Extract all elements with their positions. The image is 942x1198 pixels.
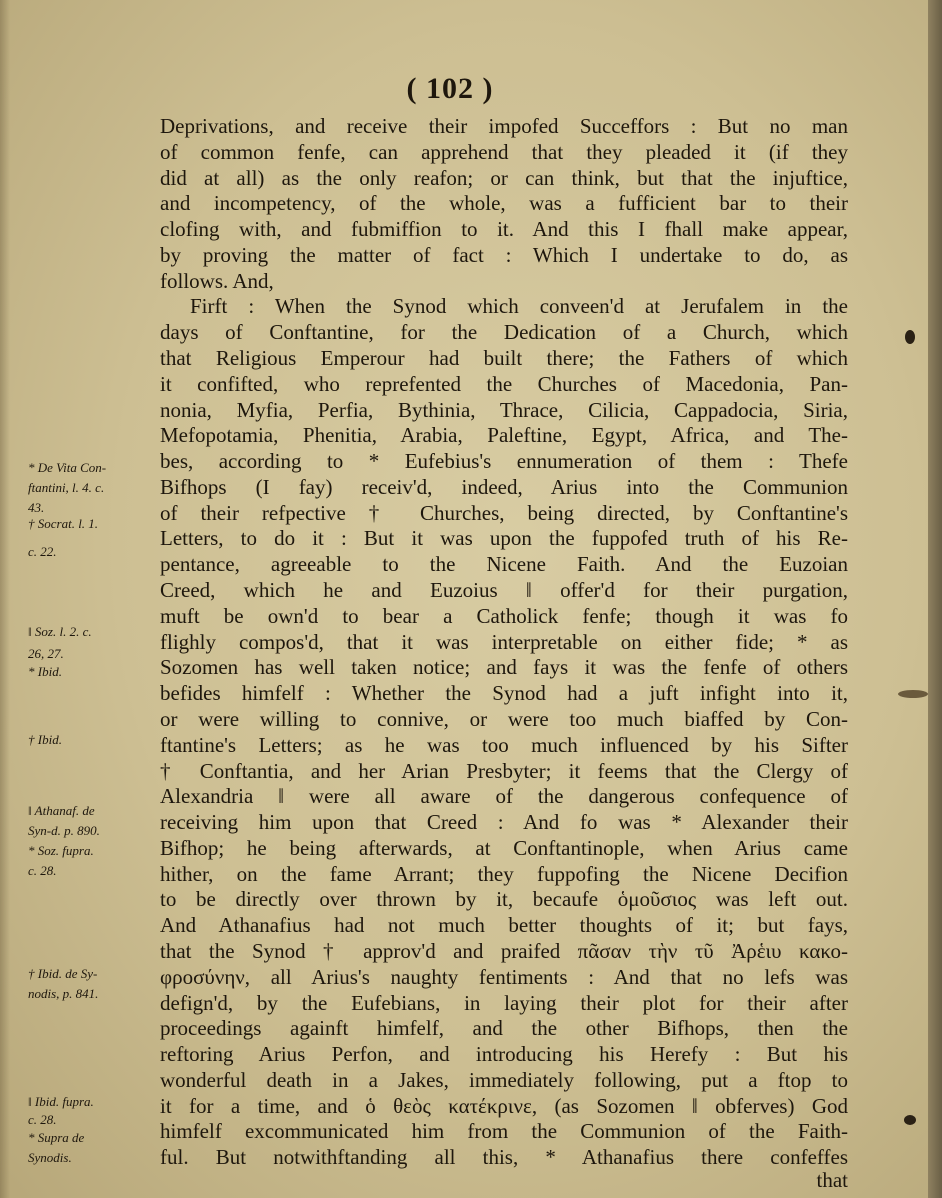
margin-note: † Ibid. de Sy- [28,966,98,981]
text-line: and incompetency, of the whole, was a fufficient bar to their [160,191,848,216]
margin-note: c. 28. [28,863,57,878]
text-line: follows. And, [160,268,274,293]
text-line: Bifhop; he being afterwards, at Conftantinople, when Arius came [160,835,848,860]
margin-note: ‖ Athanaf. de [28,803,95,818]
margin-note: Syn-d. p. 890. [28,823,100,838]
margin-note: * De Vita Con- [28,460,107,475]
margin-note: * Soz. fupra. [28,843,94,858]
text-line: to be directly over thrown by it, becaufe ὁμοῦσιος was left out. [160,887,848,912]
margin-note: * Ibid. [28,664,62,679]
text-line: Creed, which he and Euzoius ‖ offer'd for their purgation, [160,578,848,603]
text-line: it confifted, who reprefented the Churches of Macedonia, Pan- [160,371,848,396]
text-line: defign'd, by the Eufebians, in laying their plot for their after [160,990,848,1015]
text-line: proceedings againft himfelf, and the other Bifhops, then the [160,1016,848,1041]
text-line: Sozomen has well taken notice; and fays it was the fenfe of others [160,655,848,680]
text-line: flighly compos'd, that it was interpretable on either fide; * as [160,629,848,654]
margin-note: * Supra de [28,1130,85,1145]
paragraph-first-line: Firft : When the Synod which conveen'd at Jerufalem in the [190,294,848,319]
text-line: And Athanafius had not much better thoughts of it; but fays, [160,913,848,938]
paper-blemish [904,1115,916,1125]
text-line: φροσύνην, all Arius's naughty fentiments : And that no lefs was [160,964,848,989]
margin-note: ftantini, l. 4. c. [28,480,105,495]
text-line: † Conftantia, and her Arian Presbyter; it feems that the Clergy of [160,758,848,783]
margin-note: 26, 27. [28,646,64,661]
text-line: himfelf excommunicated him from the Communion of the Faith- [160,1119,848,1144]
text-line: befides himfelf : Whether the Synod had a juft infight into it, [160,681,848,706]
margin-note: nodis, p. 841. [28,986,99,1001]
text-line: receiving him upon that Creed : And fo was * Alexander their [160,810,848,835]
text-line: Deprivations, and receive their impofed Succeffors : But no man [160,114,848,138]
text-line: nonia, Myfia, Perfia, Bythinia, Thrace, Cilicia, Cappadocia, Siria, [160,397,848,422]
text-line: did at all) as the only reafon; or can think, but that the injuftice, [160,165,848,190]
text-line: reftoring Arius Perfon, and introducing his Herefy : But his [160,1042,848,1067]
margin-note: c. 22. [28,544,57,559]
paper-blemish [905,330,915,344]
text-line: Alexandria ‖ were all aware of the dangerous confequence of [160,784,848,809]
margin-note: † Ibid. [28,732,62,747]
margin-note: ‖ Ibid. fupra. [28,1094,94,1109]
text-line: that the Synod † approv'd and praifed πᾶσαν τὴν τῦ Ἀρἑιυ κακο- [160,938,848,963]
text-line: clofing with, and fubmiffion to it. And this I fhall make appear, [160,217,848,242]
text-line: hither, on the fame Arrant; they fuppofing the Nicene Decifion [160,861,848,886]
text-line: of common fenfe, can apprehend that they pleaded it (if they [160,139,848,164]
text-line: it for a time, and ὁ θεὸς κατέκρινε, (as Sozomen ‖ obferves) God [160,1093,848,1118]
text-line: days of Conftantine, for the Dedication of a Church, which [160,320,848,345]
text-line: Letters, to do it : But it was upon the fuppofed truth of his Re- [160,526,848,551]
margin-note: c. 28. [28,1112,57,1127]
margin-note: 43. [28,500,45,515]
text-line: bes, according to * Eufebius's ennumeration of them : Thefe [160,449,848,474]
text-line: Bifhops (I fay) receiv'd, indeed, Arius into the Communion [160,474,848,499]
margin-note: ‖ Soz. l. 2. c. [28,624,92,639]
page-left-shadow [0,0,10,1198]
page-right-edge [928,0,942,1198]
text-line: or were willing to connive, or were too much biaffed by Con- [160,706,848,731]
text-line: wonderful death in a Jakes, immediately following, put a ftop to [160,1067,848,1092]
text-line: of their refpective † Churches, being directed, by Conftantine's [160,500,848,525]
catchword: that [816,1168,848,1192]
text-line: muft be own'd to bear a Catholick fenfe; though it was fo [160,603,848,628]
margin-note: † Socrat. l. 1. [28,516,99,531]
text-line: by proving the matter of fact : Which I undertake to do, as [160,242,848,267]
paper-blemish [898,690,928,698]
text-line: ful. But notwithftanding all this, * Athanafius there confeffes [160,1145,848,1170]
margin-note: Synodis. [28,1150,72,1165]
text-line: that Religious Emperour had built there; the Fathers of which [160,346,848,371]
text-line: Mefopotamia, Phenitia, Arabia, Paleftine, Egypt, Africa, and The- [160,423,848,448]
text-line: pentance, agreeable to the Nicene Faith. And the Euzoian [160,552,848,577]
page-number: ( 102 ) [406,72,494,105]
text-line: ftantine's Letters; as he was too much influenced by his Sifter [160,732,848,757]
